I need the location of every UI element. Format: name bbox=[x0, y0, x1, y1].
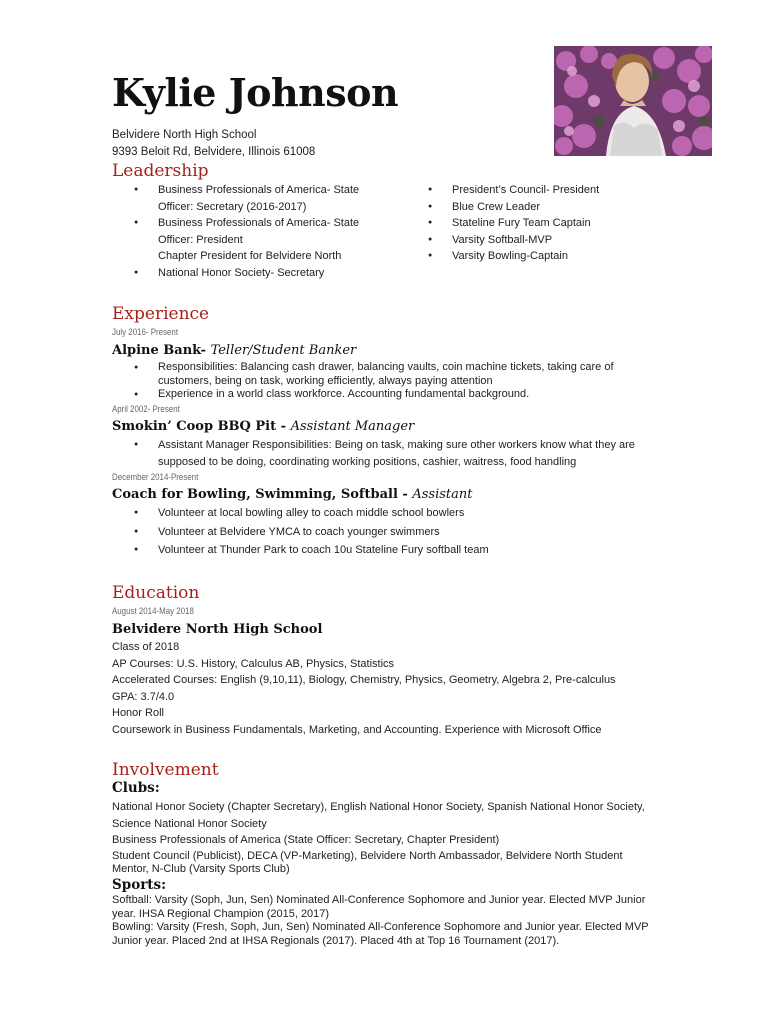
education-heading: Education bbox=[112, 583, 200, 603]
clubs-heading: Clubs: bbox=[112, 780, 160, 796]
job-role: Assistant Manager bbox=[290, 419, 415, 434]
education-line: Honor Roll bbox=[112, 707, 164, 719]
list-item: ● Experience in a world class workforce. Accounting fundamental background. bbox=[112, 388, 652, 402]
list-item: ● Assistant Manager Responsibilities: Being on task, making sure other workers know what they are supposed to be doing, coordinating working positions, cashier, waitress, food handling bbox=[112, 437, 652, 470]
list-item: ● National Honor Society- Secretary bbox=[112, 265, 372, 282]
list-item: ● Business Professionals of America- State Officer: Secretary (2016-2017) bbox=[112, 182, 372, 215]
job-date: April 2002- Present bbox=[112, 404, 180, 414]
list-item: ● Blue Crew Leader bbox=[406, 199, 706, 216]
list-item: ● Business Professionals of America- State Officer: President bbox=[112, 215, 372, 248]
list-item: ● Volunteer at local bowling alley to coach middle school bowlers bbox=[112, 505, 652, 522]
education-date: August 2014-May 2018 bbox=[112, 606, 194, 616]
job-role: Teller/Student Banker bbox=[210, 343, 357, 358]
education-line: Coursework in Business Fundamentals, Marketing, and Accounting. Experience with Microsoft Office bbox=[112, 723, 602, 736]
job-bullets bbox=[112, 505, 652, 559]
list-item: ● Volunteer at Belvidere YMCA to coach younger swimmers bbox=[112, 524, 652, 541]
education-school: Belvidere North High School bbox=[112, 622, 323, 637]
school-line: Belvidere North High School bbox=[112, 129, 257, 141]
education-line: Accelerated Courses: English (9,10,11), Biology, Chemistry, Physics, Geometry, Algebra 2, Pre-calculus bbox=[112, 674, 616, 686]
contact-block bbox=[112, 127, 315, 161]
leadership-left-column bbox=[112, 182, 372, 281]
education-line: Class of 2018 bbox=[112, 641, 180, 653]
list-item: ● Responsibilities: Balancing cash drawer, balancing vaults, coin machine tickets, taking care of customers, being on task, working efficiently, always paying attention bbox=[112, 361, 652, 388]
profile-photo bbox=[554, 46, 712, 156]
job-title bbox=[112, 419, 414, 434]
list-item: ● Volunteer at Thunder Park to coach 10u Stateline Fury softball team bbox=[112, 542, 652, 559]
club-entry: Student Council (Publicist), DECA (VP-Marketing), Belvidere North Ambassador, Belvidere North Student Mentor, N-Club (Varsity Sports Club) bbox=[112, 849, 623, 875]
leadership-right-column bbox=[406, 182, 706, 265]
list-item: ● President’s Council- President bbox=[406, 182, 706, 199]
job-employer: Coach for Bowling, Swimming, Softball - bbox=[112, 487, 413, 502]
club-entry: Business Professionals of America (State Officer: Secretary, Chapter President) bbox=[112, 834, 500, 846]
job-bullets bbox=[112, 437, 652, 470]
list-item-continuation: Chapter President for Belvidere North bbox=[158, 250, 342, 262]
applicant-name: Kylie Johnson bbox=[112, 70, 399, 115]
address-line: 9393 Beloit Rd, Belvidere, Illinois 61008 bbox=[112, 146, 316, 158]
job-title bbox=[112, 487, 473, 502]
job-bullets bbox=[112, 361, 652, 402]
sport-entry: Bowling: Varsity (Fresh, Soph, Jun, Sen) Nominated All-Conference Sophomore and Junior year. Elected MVP Junior year. Placed 2nd at IHSA Regionals (2017). Placed 4th at Top 16 Tournament (2017). bbox=[112, 921, 649, 947]
club-entry: National Honor Society (Chapter Secretary), English National Honor Society, Spanish National Honor Society, Science National Honor Society bbox=[112, 801, 645, 830]
leadership-heading: Leadership bbox=[112, 161, 209, 181]
job-employer: Smokin’ Coop BBQ Pit - bbox=[112, 419, 291, 434]
education-details bbox=[112, 639, 672, 738]
list-item: ● Varsity Bowling-Captain bbox=[406, 248, 706, 265]
sports-list bbox=[112, 894, 657, 948]
experience-heading: Experience bbox=[112, 304, 210, 324]
list-item: ● Varsity Softball-MVP bbox=[406, 232, 706, 249]
job-date: July 2016- Present bbox=[112, 327, 179, 337]
job-date: December 2014-Present bbox=[112, 472, 199, 482]
education-line: GPA: 3.7/4.0 bbox=[112, 690, 175, 703]
sport-entry: Softball: Varsity (Soph, Jun, Sen) Nominated All-Conference Sophomore and Junior year. Elected MVP Junior year. IHSA Regional Champion (2015, 2017) bbox=[112, 894, 646, 920]
education-line: AP Courses: U.S. History, Calculus AB, Physics, Statistics bbox=[112, 657, 395, 670]
list-item: ● Stateline Fury Team Captain bbox=[406, 215, 706, 232]
clubs-list bbox=[112, 799, 657, 877]
job-role: Assistant bbox=[412, 487, 473, 502]
involvement-heading: Involvement bbox=[112, 760, 219, 780]
job-title bbox=[112, 343, 356, 358]
job-employer: Alpine Bank- bbox=[112, 343, 211, 358]
sports-heading: Sports: bbox=[112, 877, 167, 893]
